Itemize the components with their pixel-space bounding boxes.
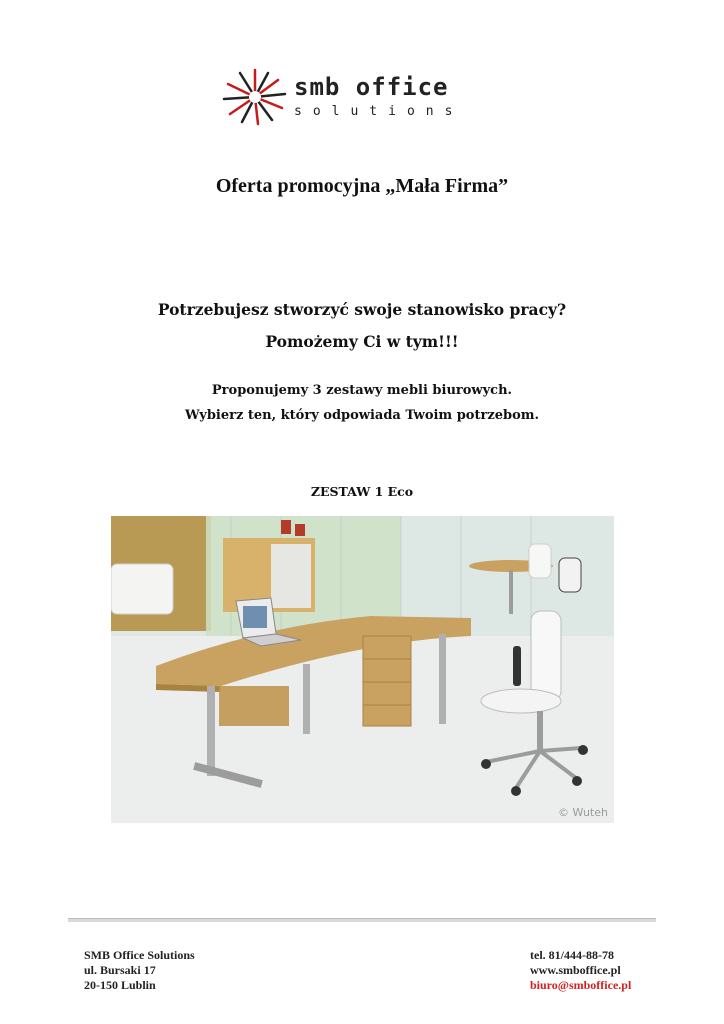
footer-contact [530,948,631,993]
office-scene-illustration [111,516,614,823]
lead-offer: Proponujemy 3 zestawy mebli biurowych. [211,383,513,398]
set-heading: ZESTAW 1 Eco [310,484,414,499]
footer-company: SMB Office Solutions [84,948,195,962]
lead-promise: Pomożemy Ci w tym!!! [265,332,459,351]
company-logo [222,68,512,126]
page-title: Oferta promocyjna „Mała Firma” [215,175,509,197]
footer-website-link[interactable]: www.smboffice.pl [530,963,621,977]
footer-street: ul. Bursaki 17 [84,963,156,977]
logo-line1: smb office [294,73,449,101]
lead-choose: Wybierz ten, który odpowiada Twoim potrzebom. [184,408,540,423]
lead-question: Potrzebujesz stworzyć swoje stanowisko pracy? [157,300,567,319]
logo-line2: solutions [294,104,464,119]
footer-address [84,948,195,993]
footer-phone: tel. 81/444-88-78 [530,948,614,962]
footer-divider [68,918,656,922]
footer-email-link[interactable]: biuro@smboffice.pl [530,978,632,992]
footer-city: 20-150 Lublin [84,978,156,992]
logo-text [294,74,463,122]
office-furniture-photo [111,516,614,823]
photo-credit: © Wuteh [557,806,608,819]
logo-burst-icon [222,68,288,126]
